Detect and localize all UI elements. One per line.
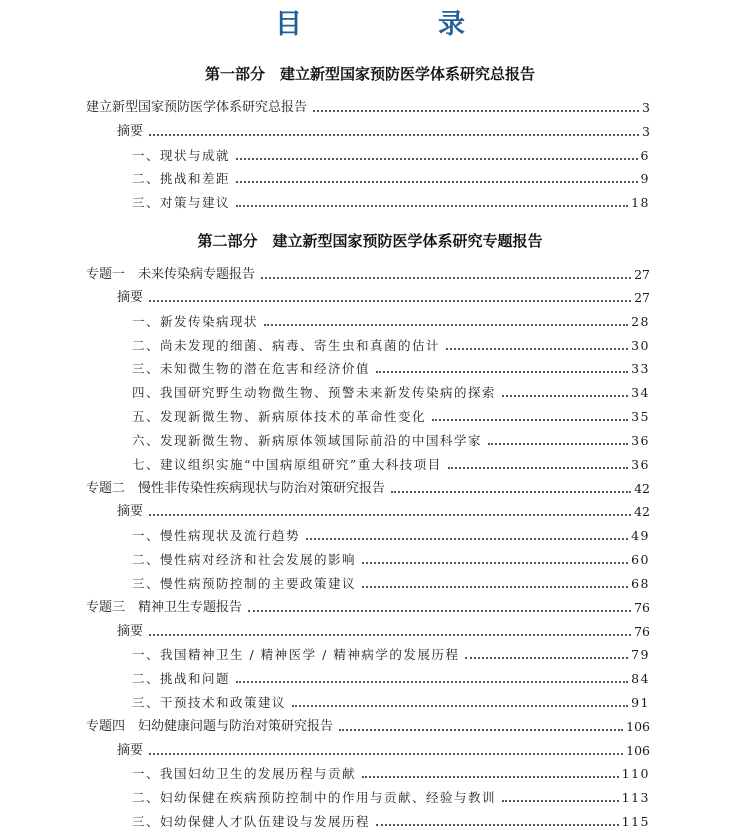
entry-page: 79 (631, 647, 650, 662)
entry-page: 27 (634, 290, 650, 305)
entry-page: 34 (631, 385, 650, 400)
toc-entry[interactable] (132, 549, 650, 571)
entry-title: 摘要 (117, 504, 144, 519)
leader-dots (465, 657, 628, 659)
leader-dots (448, 467, 628, 469)
entry-title: 二、挑战和差距 (132, 171, 231, 186)
toc-entry[interactable] (86, 597, 650, 619)
leader-dots (488, 443, 628, 445)
entry-page: 35 (631, 409, 650, 424)
entry-page: 3 (642, 124, 650, 139)
entry-page: 33 (631, 361, 650, 376)
toc-entry[interactable] (117, 501, 650, 523)
toc-title-char: 目 (275, 9, 370, 40)
toc-entry[interactable] (117, 121, 650, 143)
leader-dots (446, 348, 628, 350)
entry-page: 68 (631, 576, 650, 591)
toc-entry[interactable] (132, 311, 650, 333)
leader-dots (432, 419, 628, 421)
entry-title: 六、发现新微生物、新病原体领域国际前沿的中国科学家 (132, 433, 483, 448)
toc-entry[interactable] (86, 264, 650, 286)
entry-page: 18 (631, 195, 650, 210)
leader-dots (149, 300, 631, 302)
entry-title: 二、慢性病对经济和社会发展的影响 (132, 552, 357, 567)
entry-title: 专题二 慢性非传染性疾病现状与防治对策研究报告 (86, 481, 386, 496)
entry-page: 3 (642, 100, 650, 115)
leader-dots (149, 634, 631, 636)
toc-entry[interactable] (132, 644, 650, 666)
leader-dots (236, 681, 628, 683)
leader-dots (376, 824, 619, 826)
entry-page: 91 (631, 695, 650, 710)
toc-entry[interactable] (132, 668, 650, 690)
entry-title: 专题三 精神卫生专题报告 (86, 600, 243, 615)
entry-title: 一、我国精神卫生 / 精神医学 / 精神病学的发展历程 (132, 647, 460, 662)
part-heading: 第二部分 建立新型国家预防医学体系研究专题报告 (197, 232, 543, 250)
entry-title: 三、慢性病预防控制的主要政策建议 (132, 576, 357, 591)
leader-dots (236, 181, 638, 183)
entry-title: 专题四 妇幼健康问题与防治对策研究报告 (86, 719, 334, 734)
entry-page: 106 (626, 719, 650, 734)
entry-page: 36 (631, 457, 650, 472)
leader-dots (313, 110, 639, 112)
entry-page: 27 (634, 267, 650, 282)
entry-page: 28 (631, 314, 650, 329)
leader-dots (339, 729, 623, 731)
leader-dots (376, 371, 628, 373)
entry-page: 115 (621, 814, 650, 829)
toc-entry[interactable] (132, 145, 650, 167)
toc-entry[interactable] (132, 787, 650, 809)
entry-title: 二、尚未发现的细菌、病毒、寄生虫和真菌的估计 (132, 338, 441, 353)
entry-title: 一、我国妇幼卫生的发展历程与贡献 (132, 766, 357, 781)
leader-dots (292, 705, 628, 707)
toc-entry[interactable] (132, 430, 650, 452)
toc-entry[interactable] (86, 478, 650, 500)
leader-dots (362, 586, 628, 588)
leader-dots (149, 514, 631, 516)
entry-page: 42 (634, 481, 650, 496)
toc-entry[interactable] (86, 97, 650, 119)
entry-title: 二、挑战和问题 (132, 671, 231, 686)
toc-entry[interactable] (132, 811, 650, 833)
entry-title: 三、干预技术和政策建议 (132, 695, 287, 710)
leader-dots (261, 277, 631, 279)
entry-title: 三、未知微生物的潜在危害和经济价值 (132, 361, 371, 376)
toc-entry[interactable] (132, 335, 650, 357)
entry-page: 60 (631, 552, 650, 567)
entry-page: 76 (634, 600, 650, 615)
entry-title: 专题一 未来传染病专题报告 (86, 267, 256, 282)
toc-entry[interactable] (86, 716, 650, 738)
entry-title: 一、慢性病现状及流行趋势 (132, 528, 301, 543)
entry-title: 二、妇幼保健在疾病预防控制中的作用与贡献、经验与教训 (132, 790, 497, 805)
toc-entry[interactable] (132, 525, 650, 547)
entry-title: 四、我国研究野生动物微生物、预警未来新发传染病的探索 (132, 385, 497, 400)
leader-dots (306, 538, 628, 540)
toc-title-char: 录 (438, 9, 533, 40)
leader-dots (236, 158, 638, 160)
entry-title: 七、建议组织实施“中国病原组研究”重大科技项目 (132, 457, 442, 472)
entry-page: 106 (626, 743, 650, 758)
leader-dots (362, 562, 628, 564)
toc-entry[interactable] (132, 692, 650, 714)
toc-entry[interactable] (132, 573, 650, 595)
leader-dots (149, 134, 639, 136)
toc-entry[interactable] (117, 621, 650, 643)
leader-dots (149, 753, 623, 755)
toc-entry[interactable] (132, 358, 650, 380)
entry-page: 84 (631, 671, 650, 686)
leader-dots (391, 491, 631, 493)
leader-dots (248, 610, 631, 612)
leader-dots (236, 205, 628, 207)
entry-page: 113 (621, 790, 650, 805)
leader-dots (502, 395, 628, 397)
toc-entry[interactable] (132, 406, 650, 428)
entry-page: 6 (640, 148, 650, 163)
entry-page: 76 (634, 624, 650, 639)
toc-entry[interactable] (132, 192, 650, 214)
leader-dots (362, 776, 619, 778)
entry-title: 摘要 (117, 124, 144, 139)
entry-title: 摘要 (117, 290, 144, 305)
entry-title: 三、对策与建议 (132, 195, 231, 210)
toc-entry[interactable] (132, 454, 650, 476)
entry-title: 五、发现新微生物、新病原体技术的革命性变化 (132, 409, 427, 424)
entry-title: 摘要 (117, 743, 144, 758)
entry-page: 49 (631, 528, 650, 543)
leader-dots (502, 800, 619, 802)
toc-entry[interactable] (132, 763, 650, 785)
leader-dots (264, 324, 628, 326)
toc-title (0, 2, 740, 41)
toc-entry[interactable] (117, 740, 650, 762)
entry-page: 9 (640, 171, 650, 186)
entry-page: 110 (621, 766, 650, 781)
entry-title: 三、妇幼保健人才队伍建设与发展历程 (132, 814, 371, 829)
toc-entry[interactable] (117, 287, 650, 309)
entry-title: 摘要 (117, 624, 144, 639)
part-heading: 第一部分 建立新型国家预防医学体系研究总报告 (204, 65, 535, 83)
entry-title: 建立新型国家预防医学体系研究总报告 (86, 100, 308, 115)
entry-title: 一、新发传染病现状 (132, 314, 259, 329)
entry-page: 30 (631, 338, 650, 353)
toc-entry[interactable] (132, 382, 650, 404)
entry-page: 36 (631, 433, 650, 448)
toc-entry[interactable] (132, 168, 650, 190)
entry-page: 42 (634, 504, 650, 519)
entry-title: 一、现状与成就 (132, 148, 231, 163)
